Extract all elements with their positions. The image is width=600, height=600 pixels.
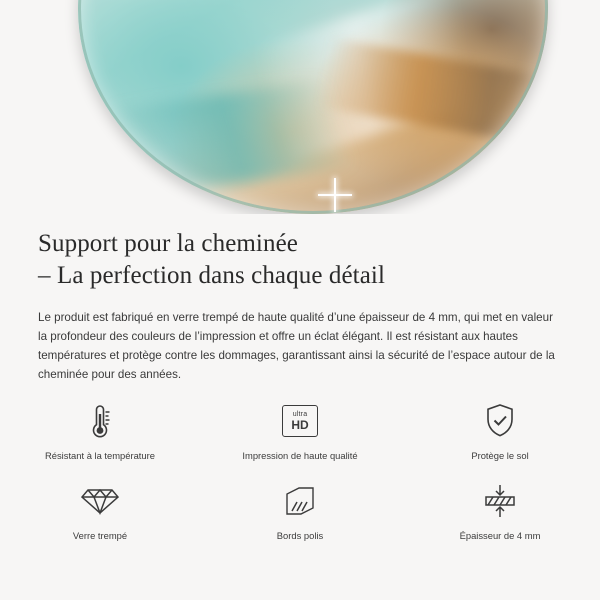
feature-label: Épaisseur de 4 mm [459, 530, 541, 541]
feature-item-floor-protection [400, 398, 600, 462]
diamond-icon [80, 478, 120, 524]
thermometer-icon [83, 398, 117, 444]
feature-label: Bords polis [276, 530, 324, 541]
shield-check-icon [482, 398, 518, 444]
feature-label: Résistant à la température [45, 450, 155, 461]
description-paragraph: Le produit est fabriqué en verre trempé de haute qualité d’une épaisseur de 4 mm, qui met en valeur la profondeur des couleurs de l’impression et offre un éclat élégant. Il est résistant aux hautes températures et protège contre les dommages, garantissant ainsi la sécurité de l’espace autour de la cheminée pour des années. [38, 311, 555, 381]
feature-grid [0, 398, 600, 542]
text-block [0, 228, 600, 384]
page-title-line-1: Support pour la cheminée [38, 230, 298, 257]
feature-label: Protège le sol [471, 450, 529, 461]
feature-item-print-quality [200, 398, 400, 462]
ultra-hd-badge-icon [282, 398, 318, 444]
page-title [0, 228, 600, 292]
feature-label: Impression de haute qualité [242, 450, 358, 461]
round-glass-panel-marble-artwork [78, 0, 548, 214]
badge-top-text: ultra [292, 411, 308, 418]
thickness-arrows-icon [480, 478, 520, 524]
hero-image [0, 0, 600, 214]
badge-bottom-text: HD [291, 418, 309, 432]
feature-item-tempered-glass [0, 478, 200, 542]
page-title-line-2: – La perfection dans chaque détail [38, 262, 385, 289]
feature-item-temperature [0, 398, 200, 462]
feature-item-thickness [400, 478, 600, 542]
polished-edges-icon [283, 478, 317, 524]
feature-label: Verre trempé [72, 530, 128, 541]
feature-item-polished-edges [200, 478, 400, 542]
